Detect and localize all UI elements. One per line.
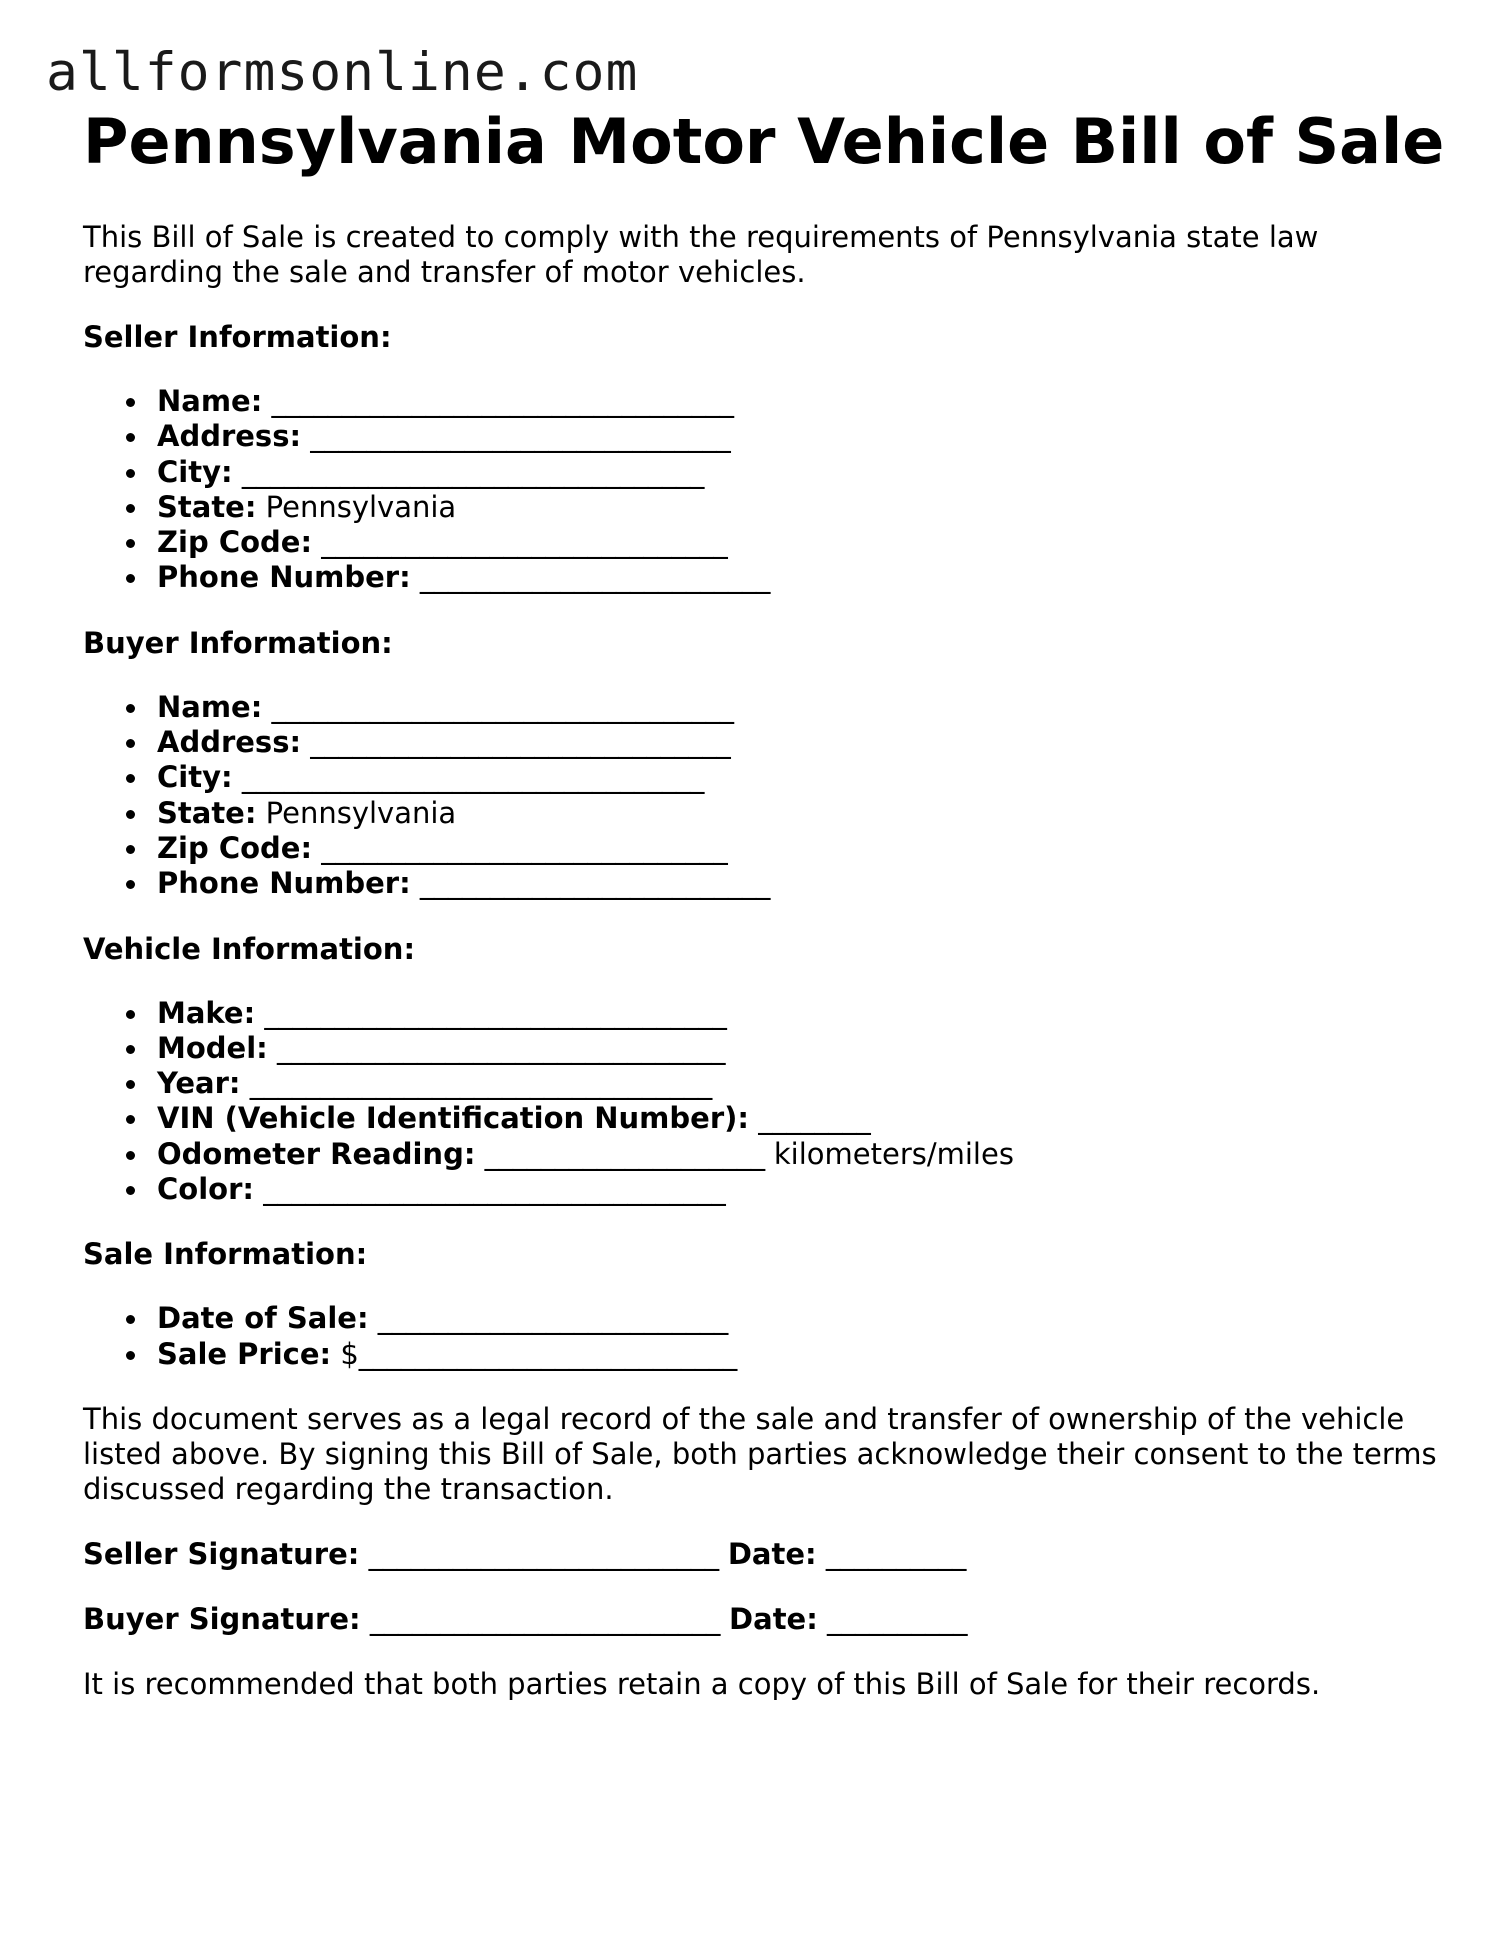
document-page <box>83 104 1443 1702</box>
seller-city-blank[interactable]: _________________________________ <box>241 454 704 489</box>
seller-fields-list <box>83 384 1443 596</box>
vehicle-color-blank[interactable]: _________________________________ <box>263 1172 726 1207</box>
buyer-phone-blank[interactable]: _________________________ <box>419 866 770 901</box>
closing-paragraph: This document serves as a legal record of the sale and transfer of ownership of the vehicle listed above. By signing this Bill of Sale, both parties acknowledge their consent to the terms discussed regarding the transaction. <box>83 1401 1437 1506</box>
buyer-address-field[interactable]: Address: ______________________________ <box>157 725 1443 760</box>
buyer-name-field[interactable]: Name: _________________________________ <box>157 690 1443 725</box>
watermark: allformsonline.com <box>46 42 639 103</box>
seller-phone-field[interactable]: Phone Number: _________________________ <box>157 560 1443 595</box>
vehicle-model-blank[interactable]: ________________________________ <box>276 1030 725 1065</box>
page-title: Pennsylvania Motor Vehicle Bill of Sale <box>83 105 1445 178</box>
buyer-zip-field[interactable]: Zip Code: _____________________________ <box>157 831 1443 866</box>
seller-address-field[interactable]: Address: ______________________________ <box>157 419 1443 454</box>
records-note: It is recommended that both parties retain a copy of this Bill of Sale for their records. <box>83 1666 1321 1701</box>
vehicle-year-field[interactable]: Year: _________________________________ <box>157 1066 1443 1101</box>
seller-name-field[interactable]: Name: _________________________________ <box>157 384 1443 419</box>
vehicle-fields-list <box>83 996 1443 1208</box>
vehicle-odometer-blank[interactable]: ____________________ <box>484 1136 765 1171</box>
buyer-city-field[interactable]: City: _________________________________ <box>157 760 1443 795</box>
odometer-unit-text: kilometers/miles <box>773 1136 1014 1171</box>
buyer-address-blank[interactable]: ______________________________ <box>310 725 731 760</box>
seller-section-heading: Seller Information: <box>83 320 392 354</box>
sale-date-blank[interactable]: _________________________ <box>377 1301 728 1336</box>
buyer-date-blank[interactable]: __________ <box>827 1601 968 1636</box>
buyer-signature-blank[interactable]: _________________________ <box>369 1601 720 1636</box>
buyer-name-blank[interactable]: _________________________________ <box>271 689 734 724</box>
seller-state-field: State: Pennsylvania <box>157 490 1443 525</box>
intro-paragraph: This Bill of Sale is created to comply with the requirements of Pennsylvania state law regarding the sale and transfer of motor vehicles. <box>83 220 1319 289</box>
vehicle-model-field[interactable]: Model: ________________________________ <box>157 1031 1443 1066</box>
buyer-section-heading: Buyer Information: <box>83 625 393 660</box>
seller-date-blank[interactable]: __________ <box>825 1536 966 1571</box>
seller-zip-blank[interactable]: _____________________________ <box>321 525 728 560</box>
sale-price-blank[interactable]: ___________________________ <box>358 1336 737 1371</box>
currency-symbol: $ <box>340 1336 359 1371</box>
buyer-zip-blank[interactable]: _____________________________ <box>321 830 728 865</box>
buyer-signature-row[interactable]: Buyer Signature: _________________________ Date: __________ <box>83 1601 968 1636</box>
seller-city-field[interactable]: City: _________________________________ <box>157 455 1443 490</box>
buyer-phone-field[interactable]: Phone Number: _________________________ <box>157 866 1443 901</box>
vehicle-section-heading: Vehicle Information: <box>83 931 416 966</box>
buyer-city-blank[interactable]: _________________________________ <box>241 760 704 795</box>
vehicle-vin-blank[interactable]: ________ <box>758 1101 871 1136</box>
seller-phone-blank[interactable]: _________________________ <box>419 560 770 595</box>
vehicle-make-blank[interactable]: _________________________________ <box>264 995 727 1030</box>
buyer-state-field: State: Pennsylvania <box>157 796 1443 831</box>
sale-fields-list <box>83 1301 1443 1372</box>
seller-address-blank[interactable]: ______________________________ <box>310 419 731 454</box>
vehicle-vin-field[interactable]: VIN (Vehicle Identification Number): ________ <box>157 1101 1443 1136</box>
sale-date-field[interactable]: Date of Sale: _________________________ <box>157 1301 1443 1336</box>
seller-name-blank[interactable]: _________________________________ <box>271 384 734 418</box>
sale-price-field[interactable]: Sale Price: $___________________________ <box>157 1337 1443 1372</box>
sale-section-heading: Sale Information: <box>83 1237 368 1272</box>
buyer-fields-list <box>83 690 1443 902</box>
seller-state-value: Pennsylvania <box>265 489 457 524</box>
vehicle-make-field[interactable]: Make: _________________________________ <box>157 996 1443 1031</box>
seller-zip-field[interactable]: Zip Code: _____________________________ <box>157 525 1443 560</box>
buyer-state-value: Pennsylvania <box>265 795 457 830</box>
vehicle-color-field[interactable]: Color: _________________________________ <box>157 1172 1443 1207</box>
seller-signature-blank[interactable]: _________________________ <box>368 1536 719 1571</box>
vehicle-odometer-field[interactable]: Odometer Reading: ____________________ kilometers/miles <box>157 1137 1443 1172</box>
vehicle-year-blank[interactable]: _________________________________ <box>249 1066 712 1101</box>
seller-signature-row[interactable]: Seller Signature: _________________________ Date: __________ <box>83 1536 966 1571</box>
